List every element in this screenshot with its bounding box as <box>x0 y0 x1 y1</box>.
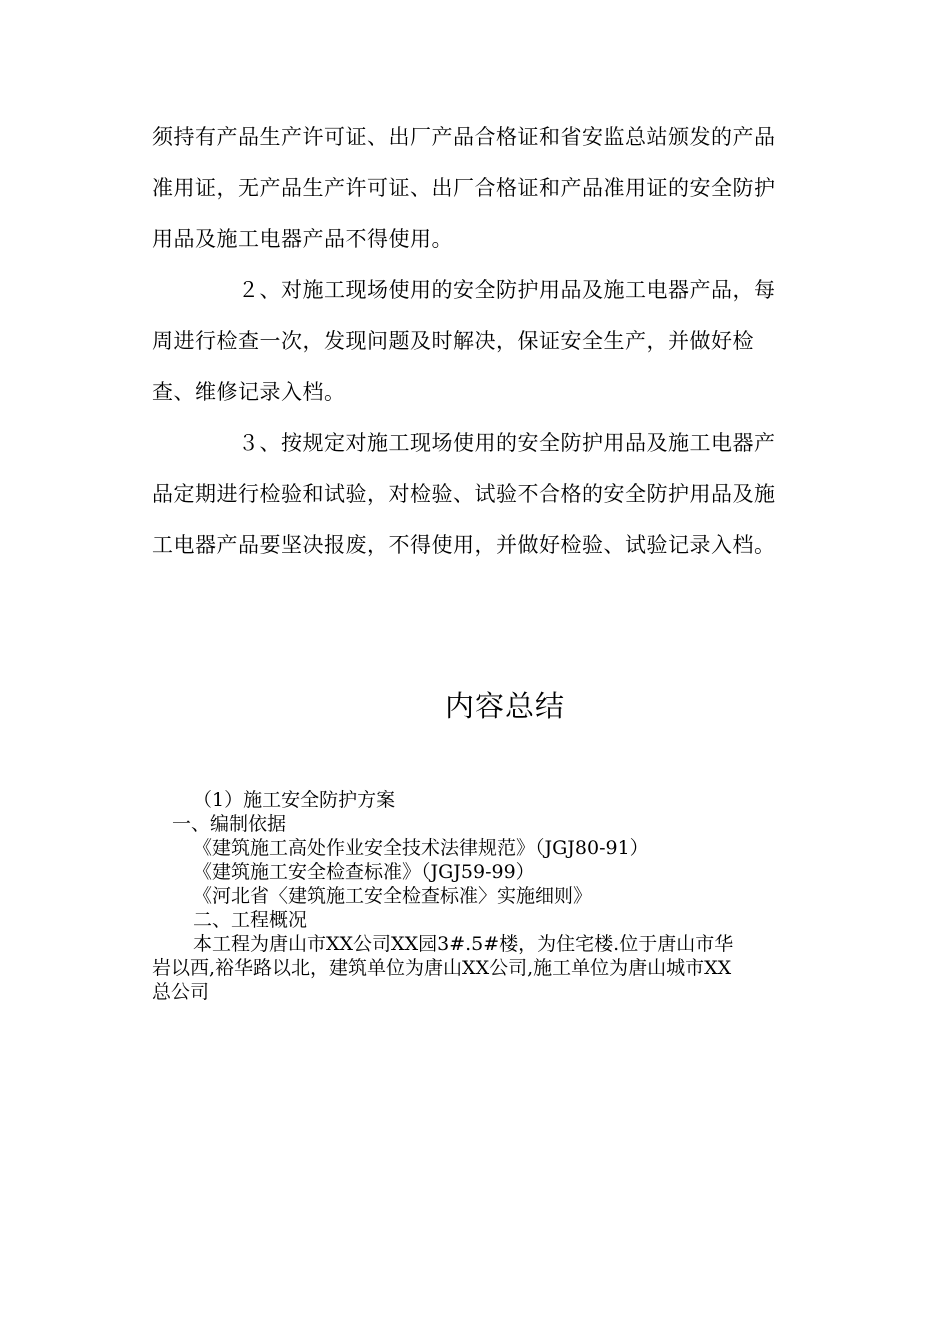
summary-heading: 内容总结 <box>444 689 565 723</box>
summary-line: 总公司 <box>152 981 210 1003</box>
summary-line: 二、工程概况 <box>193 909 308 931</box>
body-line: ２、对施工现场使用的安全防护用品及施工电器产品，每 <box>152 278 776 302</box>
summary-line: 《河北省〈建筑施工安全检查标准〉实施细则》 <box>193 885 593 907</box>
summary-line: 一、编制依据 <box>172 813 287 835</box>
summary-line: （1）施工安全防护方案 <box>193 789 396 811</box>
summary-line: 《建筑施工高处作业安全技术法律规范》（JGJ80-91） <box>193 837 649 859</box>
body-text-block <box>152 112 802 571</box>
body-line: 查、维修记录入档。 <box>152 380 346 404</box>
body-line: 周进行检查一次，发现问题及时解决，保证安全生产，并做好检 <box>152 329 754 353</box>
body-line: 工电器产品要坚决报废，不得使用，并做好检验、试验记录入档。 <box>152 533 776 557</box>
body-line: 须持有产品生产许可证、出厂产品合格证和省安监总站颁发的产品 <box>152 125 776 149</box>
summary-line: 岩以西,裕华路以北，建筑单位为唐山XX公司,施工单位为唐山城市XX <box>152 957 732 979</box>
summary-line: 《建筑施工安全检查标准》（JGJ59-99） <box>193 861 535 883</box>
summary-line: 本工程为唐山市XX公司XX园3#.5#楼，为住宅楼.位于唐山市华 <box>193 933 734 955</box>
body-line: 品定期进行检验和试验，对检验、试验不合格的安全防护用品及施 <box>152 482 776 506</box>
body-line: 用品及施工电器产品不得使用。 <box>152 227 453 251</box>
body-line: ３、按规定对施工现场使用的安全防护用品及施工电器产 <box>152 431 776 455</box>
body-line: 准用证，无产品生产许可证、出厂合格证和产品准用证的安全防护 <box>152 176 776 200</box>
